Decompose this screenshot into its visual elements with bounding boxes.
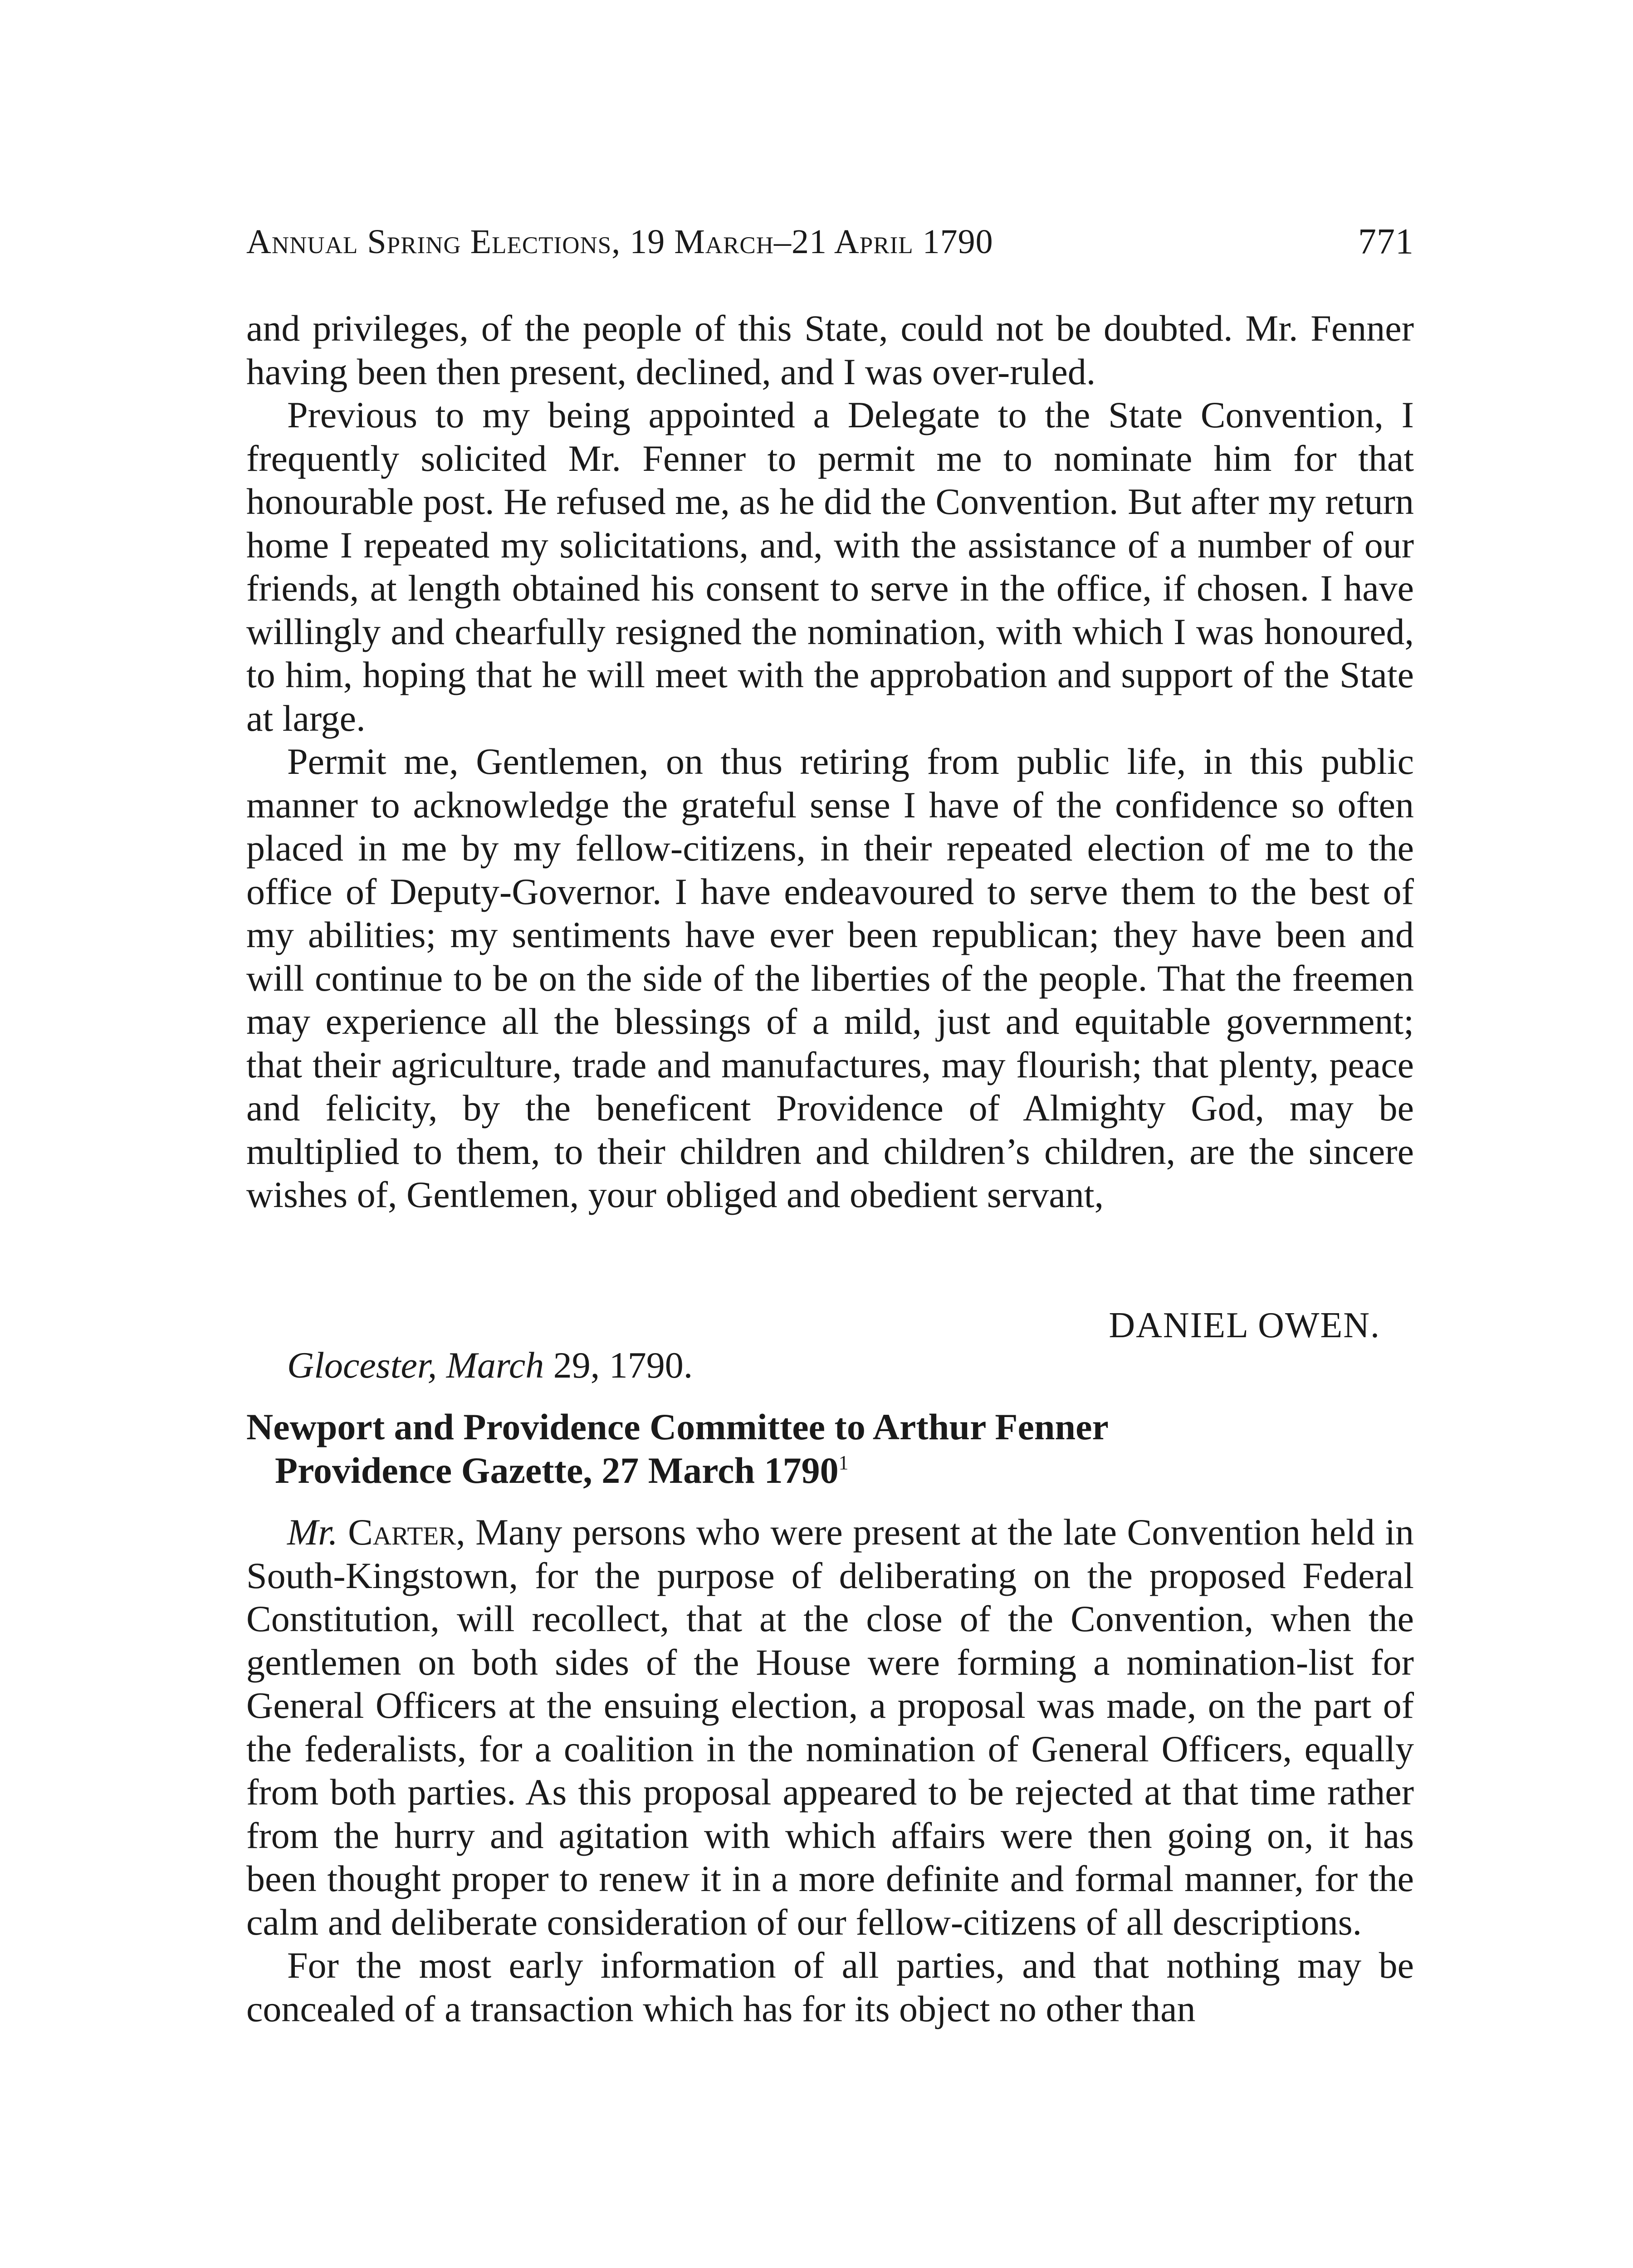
running-head-title: Annual Spring Elections, 19 March–21 April 1790 <box>246 223 993 261</box>
signature: DANIEL OWEN. <box>1109 1305 1380 1345</box>
heading-source: Providence Gazette, 27 March 1790 <box>275 1450 839 1491</box>
paragraph: and privileges, of the people of this State, could not be doubted. Mr. Fenner having been then present, declined, and I was over-ruled. <box>246 308 1414 392</box>
salutation-prefix: Mr. <box>287 1511 338 1553</box>
footnote-ref: 1 <box>838 1452 849 1474</box>
letter-one-body <box>246 307 1414 1217</box>
dateline-place: Glocester, <box>287 1344 437 1386</box>
paragraph: Permit me, Gentlemen, on thus retiring from public life, in this public manner to acknowledge the grateful sense I have of the confidence so often placed in me by my fellow-citizens, in their repeated election of me to the office of Deputy-Governor. I have endeavoured to serve them to the best of my abilities; my sentiments have ever been republican; they have been and will continue to be on the side of the liberties of the people. That the freemen may experience all the blessings of a mild, just and equitable government; that their agriculture, trade and manufactures, may flourish; that plenty, peace and felicity, by the beneficent Providence of Almighty God, may be multiplied to them, to their children and children’s children, are the sincere wishes of, Gentlemen, your obliged and obedient servant, <box>246 741 1414 1215</box>
page-number: 771 <box>1358 222 1414 262</box>
paragraph <box>246 1510 1414 1944</box>
document-heading <box>246 1405 1414 1492</box>
salutation-name: Carter <box>348 1511 456 1553</box>
running-head <box>246 217 1414 267</box>
heading-line-2 <box>246 1449 1414 1492</box>
letter-two-body <box>246 1510 1414 2030</box>
heading-line-1: Newport and Providence Committee to Arthur Fenner <box>246 1406 1109 1447</box>
paragraph: For the most early information of all parties, and that nothing may be concealed of a transaction which has for its object no other than <box>246 1945 1414 2029</box>
dateline-month: March <box>446 1344 544 1386</box>
dateline <box>287 1344 693 1387</box>
paragraph-text: , Many persons who were present at the late Convention held in South-Kingstown, for the purpose of deliberating on the proposed Federal Constitution, will recollect, that at the close of the Convention, when the gentlemen on both sides of the House were forming a nomination-list for General Officers at the ensuing election, a proposal was made, on the part of the federalists, for a coalition in the nomination of General Officers, equally from both parties. As this proposal appeared to be rejected at that time rather from the hurry and agitation with which affairs were then going on, it has been thought proper to renew it in a more definite and formal manner, for the calm and deliberate consideration of our fellow-citizens of all descriptions. <box>246 1511 1414 1943</box>
dateline-day-year: 29, 1790. <box>553 1344 693 1386</box>
paragraph: Previous to my being appointed a Delegate to the State Convention, I frequently solicited Mr. Fenner to permit me to nominate him for that honourable post. He refused me, as he did the Convention. But after my return home I repeated my solicitations, and, with the assistance of a number of our friends, at length obtained his consent to serve in the office, if chosen. I have willingly and chearfully resigned the nomination, with which I was honoured, to him, hoping that he will meet with the approbation and support of the State at large. <box>246 394 1414 739</box>
